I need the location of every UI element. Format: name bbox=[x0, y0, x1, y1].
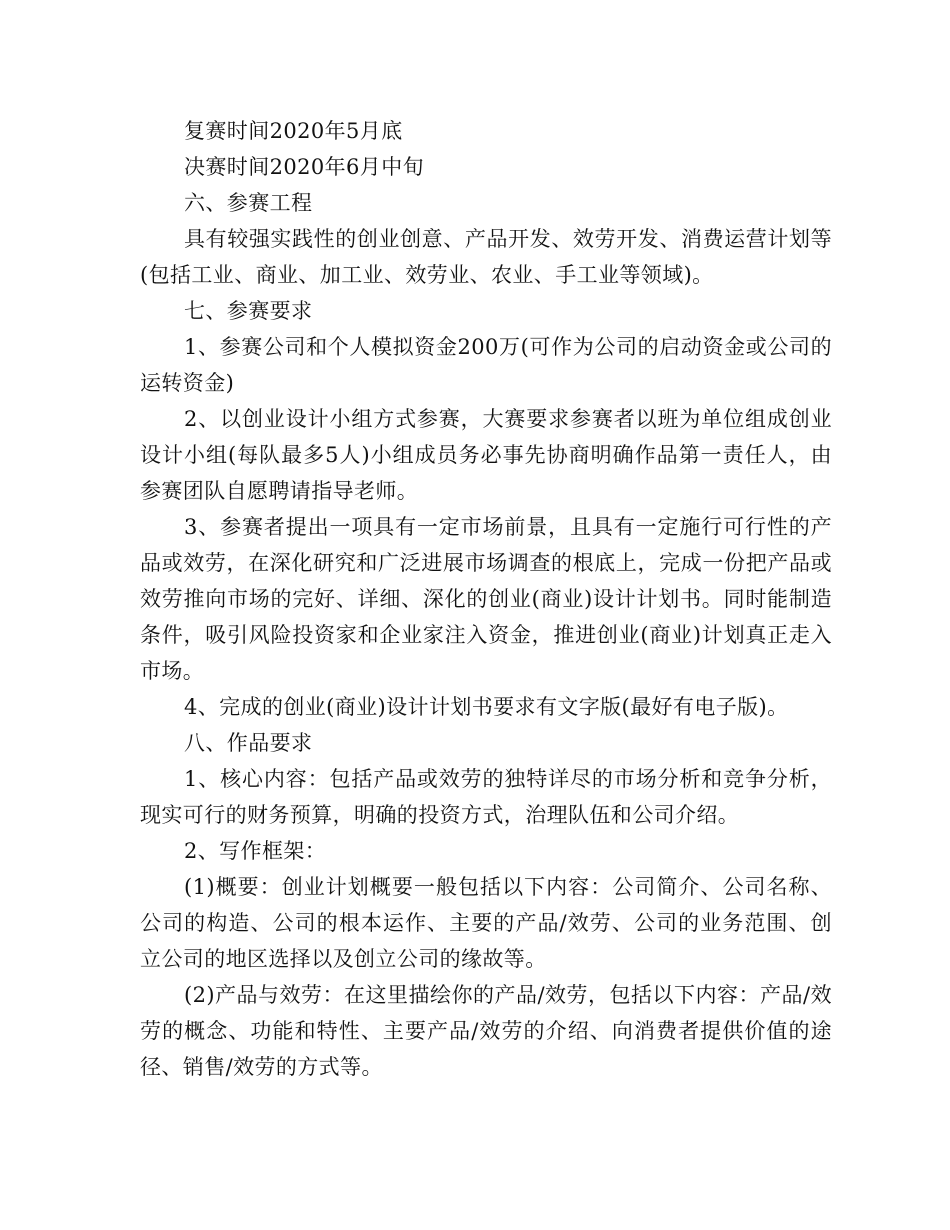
paragraph-core-content: 1、核心内容：包括产品或效劳的独特详尽的市场分析和竞争分析，现实可行的财务预算，明确的投资方式，治理队伍和公司介绍。 bbox=[140, 767, 832, 827]
paragraph-products-services: (2)产品与效劳：在这里描绘你的产品/效劳，包括以下内容：产品/效劳的概念、功能和特性、主要产品/效劳的介绍、向消费者提供价值的途径、销售/效劳的方式等。 bbox=[140, 983, 832, 1079]
section-heading-requirements: 七、参赛要求 bbox=[184, 299, 313, 323]
paragraph-writing-framework: 2、写作框架： bbox=[184, 839, 327, 863]
paragraph-requirement-4: 4、完成的创业(商业)设计计划书要求有文字版(最好有电子版)。 bbox=[184, 695, 789, 719]
paragraph-requirement-2: 2、以创业设计小组方式参赛，大赛要求参赛者以班为单位组成创业设计小组(每队最多5人)小组成员务必事先协商明确作品第一责任人，由参赛团队自愿聘请指导老师。 bbox=[140, 407, 832, 503]
section-heading-entries: 六、参赛工程 bbox=[184, 191, 313, 215]
paragraph-requirement-3: 3、参赛者提出一项具有一定市场前景，且具有一定施行可行性的产品或效劳，在深化研究和广泛进展市场调查的根底上，完成一份把产品或效劳推向市场的完好、详细、深化的创业(商业)设计计划书。同时能制造条件，吸引风险投资家和企业家注入资金，推进创业(商业)计划真正走入市场。 bbox=[140, 515, 832, 683]
paragraph-entries-description: 具有较强实践性的创业创意、产品开发、效劳开发、消费运营计划等(包括工业、商业、加工业、效劳业、农业、手工业等领域)。 bbox=[140, 227, 832, 287]
paragraph-semifinal-date: 复赛时间2020年5月底 bbox=[184, 119, 403, 143]
section-heading-work-requirements: 八、作品要求 bbox=[184, 731, 313, 755]
paragraph-final-date: 决赛时间2020年6月中旬 bbox=[184, 155, 425, 179]
document-body bbox=[140, 113, 832, 1085]
paragraph-summary: (1)概要：创业计划概要一般包括以下内容：公司简介、公司名称、公司的构造、公司的根本运作、主要的产品/效劳、公司的业务范围、创立公司的地区选择以及创立公司的缘故等。 bbox=[140, 875, 832, 971]
paragraph-requirement-1: 1、参赛公司和个人模拟资金200万(可作为公司的启动资金或公司的运转资金) bbox=[140, 335, 832, 395]
